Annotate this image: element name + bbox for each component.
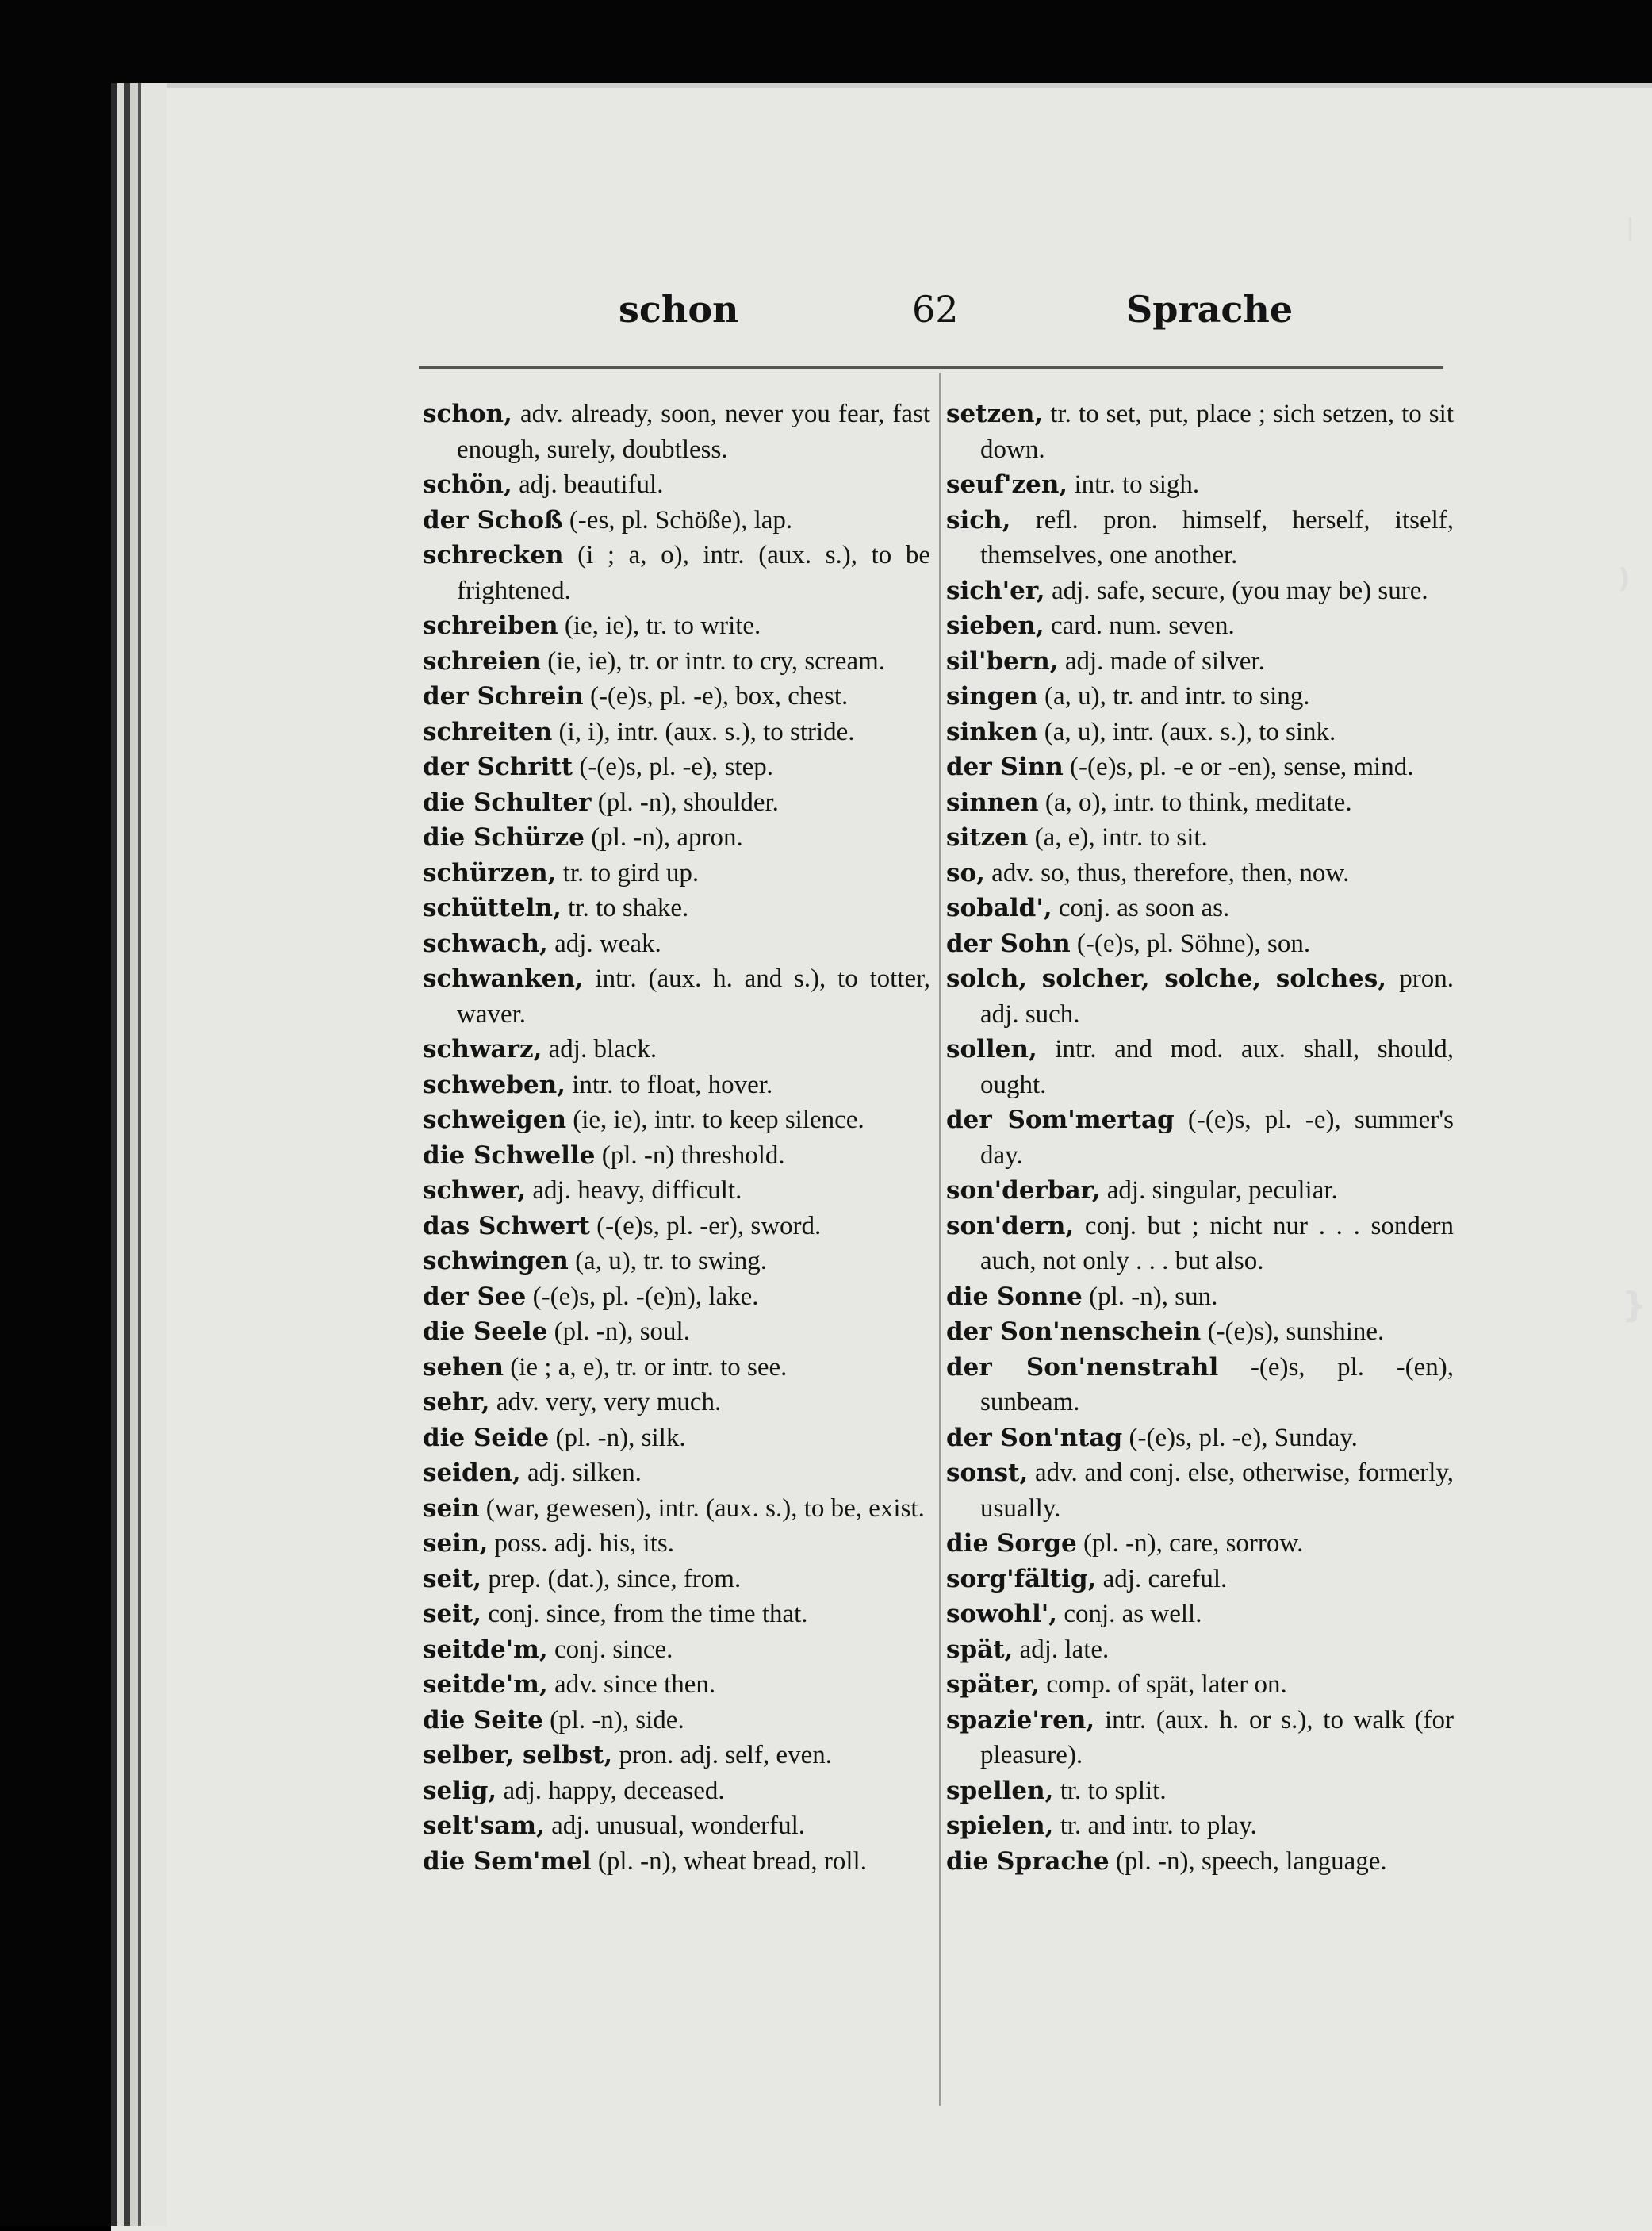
entry-definition: (a, u), tr. and intr. to sing. xyxy=(1044,682,1310,711)
dictionary-entry xyxy=(946,1455,1454,1526)
entry-definition: adj. safe, secure, (you may be) sure. xyxy=(1051,576,1428,605)
dictionary-entry xyxy=(946,1773,1454,1809)
dictionary-entry xyxy=(946,1102,1454,1173)
entry-definition: tr. to set, put, place ; sich setzen, to sit down. xyxy=(980,400,1454,464)
dictionary-entry xyxy=(423,1703,930,1738)
entry-headword: schweben, xyxy=(423,1070,566,1099)
entry-definition: adv. and conj. else, otherwise, formerly, usually. xyxy=(980,1459,1455,1523)
dictionary-entry xyxy=(423,961,930,1032)
column-divider xyxy=(939,373,941,2106)
entry-definition: adj. happy, deceased. xyxy=(503,1776,725,1805)
entry-headword: sitzen xyxy=(946,823,1029,852)
dictionary-entry xyxy=(423,820,930,856)
entry-headword: seit, xyxy=(423,1600,482,1628)
entry-headword: schwingen xyxy=(423,1247,569,1275)
dictionary-entry xyxy=(946,961,1454,1032)
entry-headword: seiden, xyxy=(423,1459,521,1487)
dictionary-entry xyxy=(946,397,1454,467)
entry-definition: (pl. -n), speech, language. xyxy=(1115,1846,1387,1876)
dictionary-entry xyxy=(946,1314,1454,1350)
entry-headword: der Som'mertag xyxy=(946,1106,1175,1134)
entry-headword: selt'sam, xyxy=(423,1811,545,1840)
entry-definition: pron. adj. self, even. xyxy=(619,1741,832,1769)
entry-headword: die Seele xyxy=(423,1317,548,1346)
dictionary-entry xyxy=(423,785,930,821)
entry-definition: -(e)s, pl. -(en), sunbeam. xyxy=(980,1352,1454,1416)
dictionary-entry xyxy=(423,1279,930,1315)
entry-definition: adj. singular, peculiar. xyxy=(1106,1176,1338,1205)
entry-definition: tr. to gird up. xyxy=(562,858,700,887)
dictionary-entry xyxy=(423,1138,930,1174)
entry-definition: adj. silken. xyxy=(527,1459,642,1487)
dictionary-entry xyxy=(946,1526,1454,1562)
entry-definition: prep. (dat.), since, from. xyxy=(488,1564,742,1593)
entry-definition: adv. already, soon, never you fear, fast enough, surely, doubtless. xyxy=(457,400,931,464)
dictionary-entry xyxy=(423,644,930,680)
entry-headword: sobald', xyxy=(946,894,1052,922)
guide-word-right: Sprache xyxy=(1126,288,1294,331)
margin-mark: | xyxy=(1626,214,1635,242)
entry-definition: intr. to float, hover. xyxy=(572,1070,773,1099)
dictionary-entry xyxy=(946,1562,1454,1597)
entry-headword: schrecken xyxy=(423,541,564,569)
entry-definition: comp. of spät, later on. xyxy=(1046,1670,1287,1699)
entry-headword: selber, selbst, xyxy=(423,1741,613,1769)
entry-headword: seitde'm, xyxy=(423,1670,548,1699)
entry-definition: (-es, pl. Schöße), lap. xyxy=(569,505,793,535)
dictionary-entry xyxy=(946,856,1454,891)
entry-headword: schütteln, xyxy=(423,894,562,922)
entry-headword: der See xyxy=(423,1282,527,1311)
entry-definition: (pl. -n), wheat bread, roll. xyxy=(597,1846,867,1876)
entry-headword: sollen, xyxy=(946,1035,1037,1064)
entry-headword: später, xyxy=(946,1670,1041,1699)
dictionary-entry xyxy=(423,1420,930,1456)
entry-headword: sein, xyxy=(423,1529,489,1558)
dictionary-entry xyxy=(423,1526,930,1562)
dictionary-entry xyxy=(423,1244,930,1279)
entry-headword: seit, xyxy=(423,1564,482,1593)
entry-definition: adj. beautiful. xyxy=(519,470,664,499)
dictionary-entry xyxy=(946,1209,1454,1279)
entry-definition: adv. since then. xyxy=(554,1670,716,1699)
entry-definition: (pl. -n), apron. xyxy=(591,823,743,852)
entry-headword: der Son'ntag xyxy=(946,1423,1123,1452)
dictionary-entry xyxy=(946,749,1454,785)
dictionary-entry xyxy=(946,785,1454,821)
dictionary-entry xyxy=(946,1279,1454,1315)
entry-headword: die Sonne xyxy=(946,1282,1083,1311)
dictionary-entry xyxy=(946,1350,1454,1420)
entry-headword: spellen, xyxy=(946,1776,1054,1805)
margin-mark: } xyxy=(1622,1285,1647,1325)
entry-headword: schreiben xyxy=(423,611,558,640)
entry-headword: der Schoß xyxy=(423,505,563,535)
entry-headword: schwanken, xyxy=(423,964,584,993)
entry-headword: die Schulter xyxy=(423,788,592,817)
dictionary-entry xyxy=(423,1667,930,1703)
dictionary-entry xyxy=(423,749,930,785)
entry-definition: (-(e)s, pl. -e), box, chest. xyxy=(589,682,849,711)
dictionary-entry xyxy=(423,1102,930,1138)
page-number: 62 xyxy=(912,288,959,331)
entry-definition: adj. black. xyxy=(548,1035,657,1064)
entry-definition: adv. so, thus, therefore, then, now. xyxy=(991,858,1350,887)
entry-definition: (pl. -n), shoulder. xyxy=(597,788,779,817)
entry-definition: (a, u), tr. to swing. xyxy=(575,1247,768,1275)
entry-headword: schwer, xyxy=(423,1176,527,1205)
dictionary-entry xyxy=(423,1209,930,1244)
entry-definition: (ie, ie), tr. or intr. to cry, scream. xyxy=(547,646,886,676)
entry-definition: intr. (aux. h. and s.), to totter, waver. xyxy=(457,964,931,1029)
entry-definition: adj. unusual, wonderful. xyxy=(551,1811,806,1840)
entry-definition: adj. made of silver. xyxy=(1064,646,1265,676)
entry-headword: singen xyxy=(946,682,1038,711)
dictionary-entry xyxy=(423,1455,930,1491)
dictionary-entry xyxy=(423,608,930,644)
entry-headword: der Sohn xyxy=(946,929,1071,958)
entry-headword: der Schritt xyxy=(423,753,573,781)
entry-headword: die Seide xyxy=(423,1423,550,1452)
entry-headword: schweigen xyxy=(423,1106,566,1134)
dictionary-entry xyxy=(946,608,1454,644)
dictionary-entry xyxy=(423,715,930,750)
entry-definition: (a, u), intr. (aux. s.), to sink. xyxy=(1044,717,1336,746)
dictionary-entry xyxy=(946,503,1454,573)
left-column xyxy=(423,397,930,1879)
entry-definition: (pl. -n), soul. xyxy=(554,1317,690,1346)
dictionary-entry xyxy=(946,926,1454,962)
entry-definition: (ie, ie), tr. to write. xyxy=(564,611,761,640)
entry-headword: der Sinn xyxy=(946,753,1064,781)
dictionary-entry xyxy=(423,1385,930,1420)
entry-headword: der Son'nenstrahl xyxy=(946,1352,1219,1382)
right-column xyxy=(946,397,1454,1879)
entry-headword: sinken xyxy=(946,717,1038,746)
dictionary-entry xyxy=(423,1173,930,1209)
entry-definition: (ie ; a, e), tr. or intr. to see. xyxy=(510,1352,788,1382)
entry-headword: sein xyxy=(423,1493,480,1523)
entry-definition: adj. weak. xyxy=(554,929,661,958)
entry-definition: conj. as well. xyxy=(1064,1600,1202,1628)
entry-headword: solch, solcher, solche, solches, xyxy=(946,964,1387,993)
entry-definition: (pl. -n) threshold. xyxy=(601,1140,785,1170)
entry-definition: (-(e)s, pl. -e), summer's day. xyxy=(980,1106,1454,1170)
entry-definition: (-(e)s, pl. -(e)n), lake. xyxy=(532,1282,759,1311)
entry-definition: card. num. seven. xyxy=(1050,611,1235,640)
entry-headword: schürzen, xyxy=(423,858,557,887)
entry-definition: poss. adj. his, its. xyxy=(494,1529,674,1558)
dictionary-entry xyxy=(423,503,930,539)
entry-headword: die Schwelle xyxy=(423,1140,596,1170)
entry-headword: schön, xyxy=(423,470,512,499)
entry-headword: sil'bern, xyxy=(946,646,1059,676)
entry-definition: adj. heavy, difficult. xyxy=(532,1176,742,1205)
entry-definition: (pl. -n), silk. xyxy=(555,1423,686,1452)
guide-word-left: schon xyxy=(619,288,739,331)
dictionary-entry xyxy=(423,1562,930,1597)
dictionary-entry xyxy=(946,1632,1454,1668)
entry-headword: schreiten xyxy=(423,717,553,746)
entry-headword: die Sprache xyxy=(946,1846,1110,1876)
dictionary-entry xyxy=(423,467,930,503)
entry-definition: tr. to shake. xyxy=(568,894,689,922)
dictionary-entry xyxy=(423,1808,930,1844)
dictionary-entry xyxy=(946,1703,1454,1773)
entry-definition: (-(e)s, pl. -e or -en), sense, mind. xyxy=(1070,753,1414,781)
entry-definition: conj. but ; nicht nur . . . sondern auch, not only . . . but also. xyxy=(980,1211,1454,1275)
entry-headword: der Son'nenschein xyxy=(946,1317,1202,1346)
entry-definition: intr. to sigh. xyxy=(1074,470,1200,499)
entry-definition: conj. as soon as. xyxy=(1058,894,1230,922)
dictionary-entry xyxy=(423,926,930,962)
page-binding-edge xyxy=(111,83,167,2226)
entry-definition: adj. careful. xyxy=(1102,1564,1228,1593)
dictionary-entry xyxy=(423,1844,930,1880)
entry-headword: son'derbar, xyxy=(946,1176,1101,1205)
entry-headword: die Schürze xyxy=(423,823,585,852)
entry-headword: die Sorge xyxy=(946,1529,1077,1558)
entry-headword: schon, xyxy=(423,400,512,428)
entry-definition: (pl. -n), side. xyxy=(550,1705,684,1735)
entry-headword: selig, xyxy=(423,1776,497,1805)
entry-headword: spät, xyxy=(946,1635,1014,1664)
dictionary-entry xyxy=(946,1032,1454,1102)
dictionary-entry xyxy=(423,1491,930,1527)
entry-headword: so, xyxy=(946,858,985,887)
entry-definition: adv. very, very much. xyxy=(496,1388,722,1416)
entry-definition: intr. and mod. aux. shall, should, ought. xyxy=(980,1035,1455,1099)
dictionary-entry xyxy=(946,820,1454,856)
dictionary-entry xyxy=(946,1667,1454,1703)
dictionary-entry xyxy=(946,1173,1454,1209)
entry-headword: sorg'fältig, xyxy=(946,1564,1097,1593)
dictionary-entry xyxy=(946,1808,1454,1844)
entry-headword: son'dern, xyxy=(946,1211,1075,1240)
entry-headword: sowohl', xyxy=(946,1600,1058,1628)
entry-definition: (ie, ie), intr. to keep silence. xyxy=(573,1106,864,1134)
dictionary-entry xyxy=(946,679,1454,715)
entry-headword: seitde'm, xyxy=(423,1635,548,1664)
entry-definition: (i ; a, o), intr. (aux. s.), to be frightened. xyxy=(457,541,930,605)
entry-definition: conj. since, from the time that. xyxy=(488,1600,808,1628)
entry-headword: sehr, xyxy=(423,1388,490,1416)
entry-definition: (war, gewesen), intr. (aux. s.), to be, exist. xyxy=(485,1493,925,1523)
entry-headword: sonst, xyxy=(946,1459,1029,1487)
dictionary-entry xyxy=(423,1032,930,1068)
entry-definition: (a, e), intr. to sit. xyxy=(1034,823,1208,852)
margin-mark: ) xyxy=(1618,563,1631,595)
entry-headword: setzen, xyxy=(946,400,1044,428)
dictionary-entry xyxy=(423,1068,930,1103)
dictionary-entry xyxy=(423,856,930,891)
entry-definition: pron. adj. such. xyxy=(980,964,1455,1029)
entry-headword: schwach, xyxy=(423,929,548,958)
entry-headword: die Seite xyxy=(423,1705,543,1735)
entry-definition: tr. to split. xyxy=(1060,1776,1167,1805)
entry-definition: (a, o), intr. to think, meditate. xyxy=(1044,788,1352,817)
entry-definition: intr. (aux. h. or s.), to walk (for pleasure). xyxy=(980,1705,1455,1769)
dictionary-entry xyxy=(423,679,930,715)
entry-headword: sich, xyxy=(946,505,1011,535)
entry-headword: schwarz, xyxy=(423,1035,542,1064)
entry-headword: das Schwert xyxy=(423,1211,590,1240)
dictionary-entry xyxy=(946,573,1454,609)
dictionary-entry xyxy=(946,1844,1454,1880)
dictionary-entry xyxy=(423,891,930,926)
entry-headword: die Sem'mel xyxy=(423,1846,592,1876)
running-header xyxy=(420,286,1443,341)
dictionary-entry xyxy=(423,1738,930,1773)
entry-definition: (-(e)s, pl. -e), Sunday. xyxy=(1129,1423,1358,1452)
entry-headword: spazie'ren, xyxy=(946,1705,1095,1735)
entry-definition: (-(e)s, pl. -er), sword. xyxy=(596,1211,822,1240)
entry-headword: sehen xyxy=(423,1352,504,1382)
dictionary-entry xyxy=(946,1597,1454,1632)
entry-definition: (-(e)s), sunshine. xyxy=(1207,1317,1385,1346)
entry-headword: der Schrein xyxy=(423,682,584,711)
entry-definition: conj. since. xyxy=(554,1635,673,1664)
entry-headword: seuf'zen, xyxy=(946,470,1068,499)
entry-headword: sinnen xyxy=(946,788,1039,817)
entry-headword: sich'er, xyxy=(946,576,1045,605)
entry-definition: (i, i), intr. (aux. s.), to stride. xyxy=(558,717,855,746)
dictionary-entry xyxy=(423,1773,930,1809)
dictionary-entry xyxy=(423,397,930,467)
entry-definition: refl. pron. himself, herself, itself, themselves, one another. xyxy=(980,505,1454,569)
header-rule xyxy=(419,366,1443,369)
entry-definition: (pl. -n), sun. xyxy=(1089,1282,1218,1311)
dictionary-entry xyxy=(946,891,1454,926)
dictionary-entry xyxy=(423,538,930,608)
dictionary-entry xyxy=(423,1632,930,1668)
dictionary-entry xyxy=(946,467,1454,503)
entry-definition: tr. and intr. to play. xyxy=(1060,1811,1257,1840)
entry-headword: spielen, xyxy=(946,1811,1054,1840)
dictionary-entry xyxy=(423,1597,930,1632)
dictionary-entry xyxy=(946,1420,1454,1456)
dictionary-entry xyxy=(423,1314,930,1350)
entry-definition: adj. late. xyxy=(1019,1635,1110,1664)
dictionary-entry xyxy=(423,1350,930,1386)
entry-definition: (pl. -n), care, sorrow. xyxy=(1083,1529,1304,1558)
entry-definition: (-(e)s, pl. -e), step. xyxy=(579,753,773,781)
entry-headword: sieben, xyxy=(946,611,1044,640)
dictionary-entry xyxy=(946,715,1454,750)
entry-definition: (-(e)s, pl. Söhne), son. xyxy=(1076,929,1311,958)
entry-headword: schreien xyxy=(423,646,541,676)
dictionary-entry xyxy=(946,644,1454,680)
